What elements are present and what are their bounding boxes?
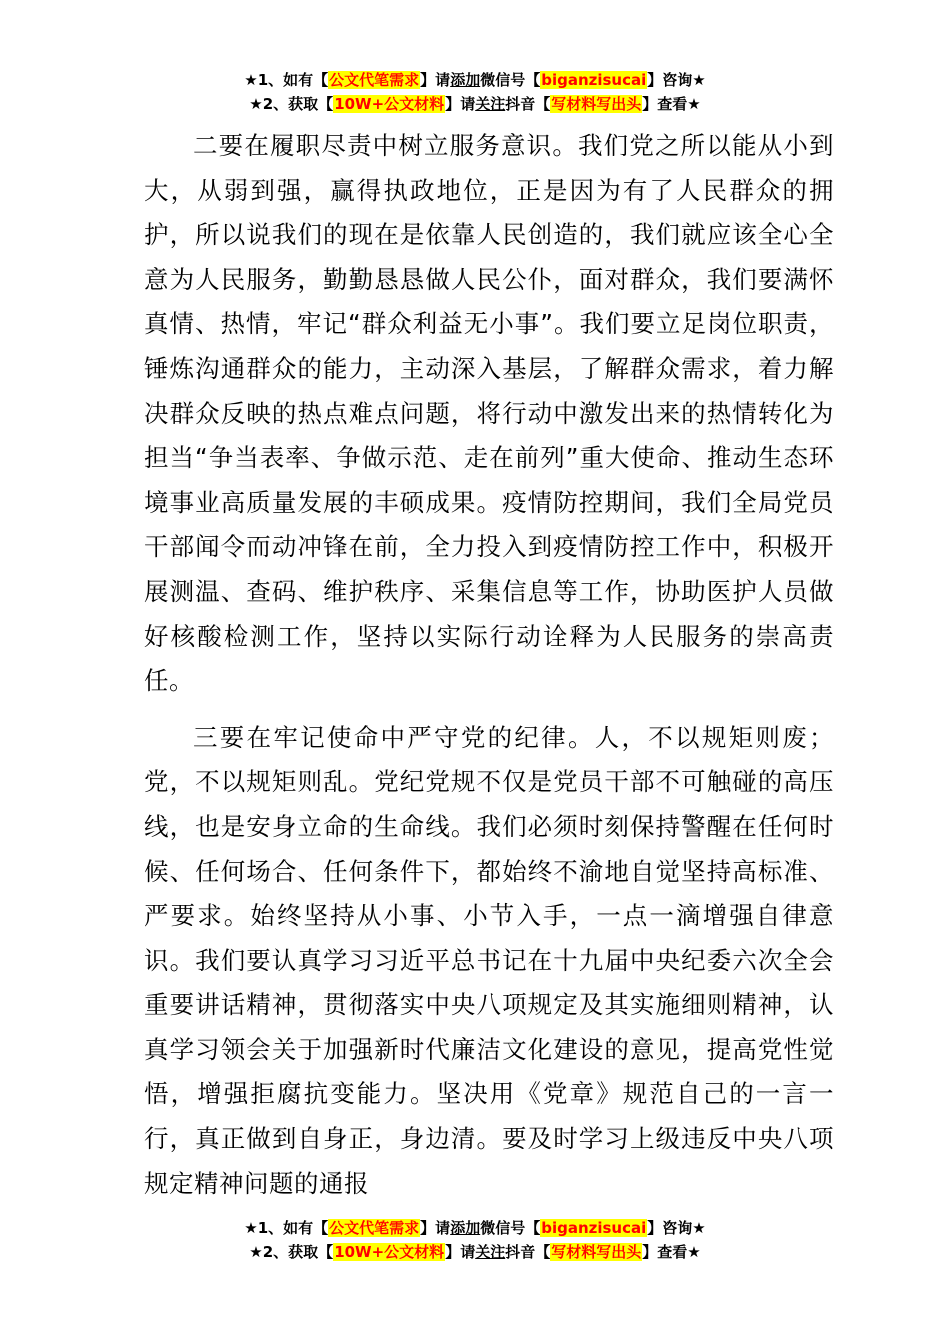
- banner-line-2: [0, 92, 950, 116]
- banner-emphasis: 关注: [475, 95, 506, 113]
- highlight-douyin-account: 写材料写出头: [551, 1243, 642, 1261]
- footer-banner: [0, 1216, 950, 1264]
- banner-text: ★1、如有【: [244, 1219, 329, 1237]
- banner-text: 】请: [445, 1243, 476, 1261]
- banner-text: ★2、获取【: [249, 95, 334, 113]
- banner-text: 】请: [445, 95, 476, 113]
- banner-line-1: [0, 68, 950, 92]
- banner-text: 】咨询★: [647, 1219, 706, 1237]
- banner-text: ★2、获取【: [249, 1243, 334, 1261]
- highlight-wechat-id: biganzisucai: [541, 71, 647, 89]
- paragraph: 三要在牢记使命中严守党的纪律。人，不以规矩则废；党，不以规矩则乱。党纪党规不仅是党员干部不可触碰的高压线，也是安身立命的生命线。我们必须时刻保持警醒在任何时候、任何场合、任何条件下，都始终不渝地自觉坚持高标准、严要求。始终坚持从小事、小节入手，一点一滴增强自律意识。我们要认真学习习近平总书记在十九届中央纪委六次全会重要讲话精神，贯彻落实中央八项规定及其实施细则精神，认真学习领会关于加强新时代廉洁文化建设的意见，提高党性觉悟，增强拒腐抗变能力。坚决用《党章》规范自己的一言一行，真正做到自身正，身边清。要及时学习上级违反中央八项规定精神问题的通报: [144, 722, 834, 1198]
- banner-text: 微信号【: [480, 71, 541, 89]
- banner-emphasis: 添加: [450, 1219, 481, 1237]
- header-banner: [0, 68, 950, 116]
- highlight-douyin-account: 写材料写出头: [551, 95, 642, 113]
- banner-text: 】咨询★: [647, 71, 706, 89]
- highlight-service: 公文代笔需求: [329, 71, 420, 89]
- banner-text: 】查看★: [642, 95, 701, 113]
- highlight-service: 公文代笔需求: [329, 1219, 420, 1237]
- highlight-materials: 10W+公文材料: [334, 95, 445, 113]
- banner-text: 】查看★: [642, 1243, 701, 1261]
- highlight-wechat-id: biganzisucai: [541, 1219, 647, 1237]
- highlight-materials: 10W+公文材料: [334, 1243, 445, 1261]
- banner-text: ★1、如有【: [244, 71, 329, 89]
- banner-text: 】请: [420, 1219, 451, 1237]
- document-body: [144, 124, 834, 1206]
- banner-text: 】请: [420, 71, 451, 89]
- paragraph: 二要在履职尽责中树立服务意识。我们党之所以能从小到大，从弱到强，赢得执政地位，正是因为有了人民群众的拥护，所以说我们的现在是依靠人民创造的，我们就应该全心全意为人民服务，勤勤恳恳做人民公仆，面对群众，我们要满怀真情、热情，牢记“群众利益无小事”。我们要立足岗位职责，锤炼沟通群众的能力，主动深入基层，了解群众需求，着力解决群众反映的热点难点问题，将行动中激发出来的热情转化为担当“争当表率、争做示范、走在前列”重大使命、推动生态环境事业高质量发展的丰硕成果。疫情防控期间，我们全局党员干部闻令而动冲锋在前，全力投入到疫情防控工作中，积极开展测温、查码、维护秩序、采集信息等工作，协助医护人员做好核酸检测工作，坚持以实际行动诠释为人民服务的崇高责任。: [144, 131, 834, 696]
- banner-line-1: [0, 1216, 950, 1240]
- banner-text: 抖音【: [505, 1243, 551, 1261]
- banner-emphasis: 添加: [450, 71, 481, 89]
- banner-text: 抖音【: [505, 95, 551, 113]
- banner-line-2: [0, 1240, 950, 1264]
- banner-emphasis: 关注: [475, 1243, 506, 1261]
- banner-text: 微信号【: [480, 1219, 541, 1237]
